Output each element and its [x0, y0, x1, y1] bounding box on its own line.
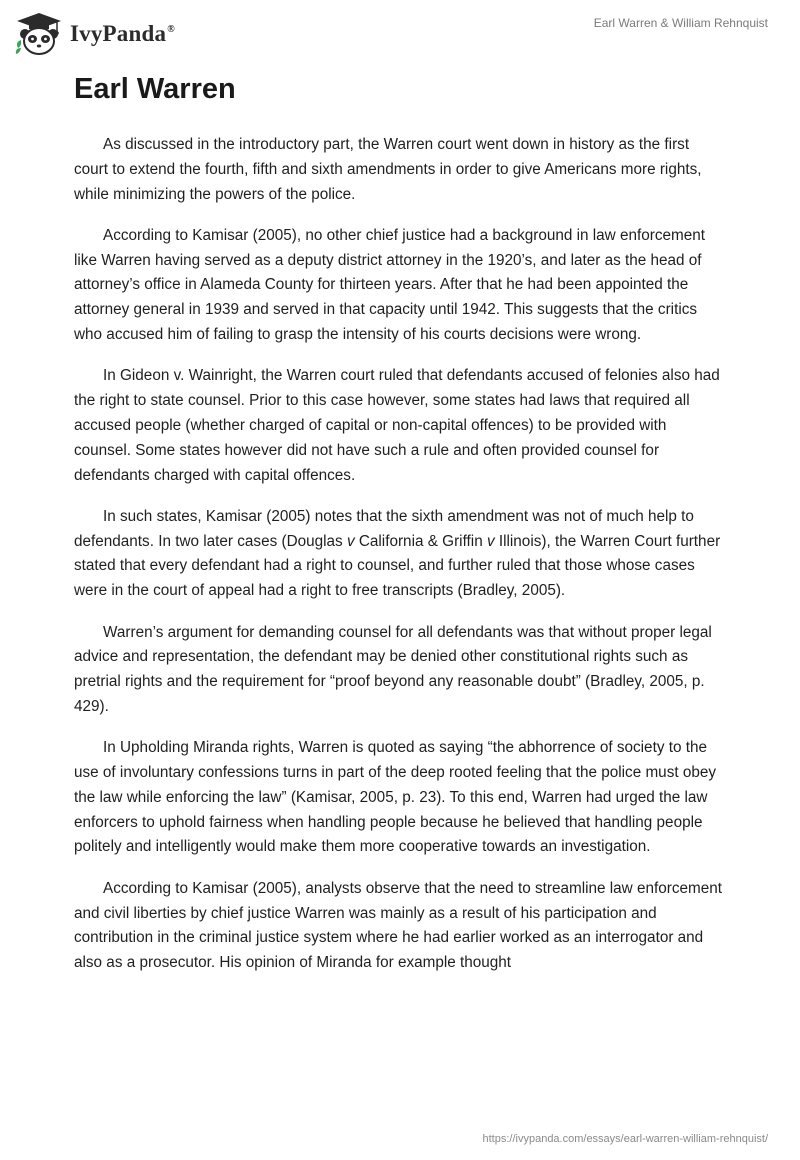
paragraph: According to Kamisar (2005), no other chief justice had a background in law enforcement like Warren having served as a deputy district attorney in the 1920’s, and later as the head of attorney’s office in Alameda County for thirteen years. After that he had been appointed the attorney general in 1939 and served in that capacity until 1942. This suggests that the critics who accused him of failing to grasp the intensity of his courts decisions were wrong. [74, 226, 706, 344]
paragraph: In Gideon v. Wainright, the Warren court ruled that defendants accused of felonies also had the right to state counsel. Prior to this case however, some states had laws that required all accused people (whether charged of capital or non-capital offences) to be provided with counsel. Some states however did not have such a rule and often provided counsel for defendants charged with capital offences. [74, 367, 720, 484]
paragraph: In Upholding Miranda rights, Warren is quoted as saying “the abhorrence of society to the use of involuntary confessions turns in part of the deep rooted feeling that the police must obey the law while enforcing the law” (Kamisar, 2005, p. 23). To this end, Warren had urged the law enforcers to uphold fairness when handling people because he believed that handling people politely and intelligently would make them more cooperative towards an investigation. [74, 739, 717, 856]
paragraph: In such states, Kamisar (2005) notes that the sixth amendment was not of much help to defendants. In two later cases (Douglas v California & Griffin v Illinois), the Warren Court further stated that every defendant had a right to counsel, and further ruled that those whose cases were in the court of appeal had a right to free transcripts (Bradley, 2005). [74, 507, 721, 600]
brand-name: IvyPanda® [70, 21, 175, 46]
paragraph: As discussed in the introductory part, the Warren court went down in history as the first court to extend the fourth, fifth and sixth amendments in order to give Americans more rights, while minimizing the powers of the police. [74, 136, 702, 203]
panda-graduate-icon [14, 12, 64, 56]
page-title: Earl Warren [74, 73, 236, 105]
paragraph: Warren’s argument for demanding counsel for all defendants was that without proper legal advice and representation, the defendant may be denied other constitutional rights such as pretrial rights and the requirement for “proof beyond any reasonable doubt” (Bradley, 2005, p. 429). [74, 623, 712, 715]
brand-logo[interactable] [14, 12, 175, 56]
paragraph: According to Kamisar (2005), analysts observe that the need to streamline law enforcement and civil liberties by chief justice Warren was mainly as a result of his participation and contribution in the criminal justice system where he had earlier worked as an interrogator and also as a prosecutor. His opinion of Miranda for example thought [74, 879, 722, 972]
article-body [74, 133, 726, 992]
document-title: Earl Warren & William Rehnquist [593, 16, 768, 30]
source-url[interactable]: https://ivypanda.com/essays/earl-warren-william-rehnquist/ [482, 1133, 768, 1145]
page-header [0, 0, 800, 62]
